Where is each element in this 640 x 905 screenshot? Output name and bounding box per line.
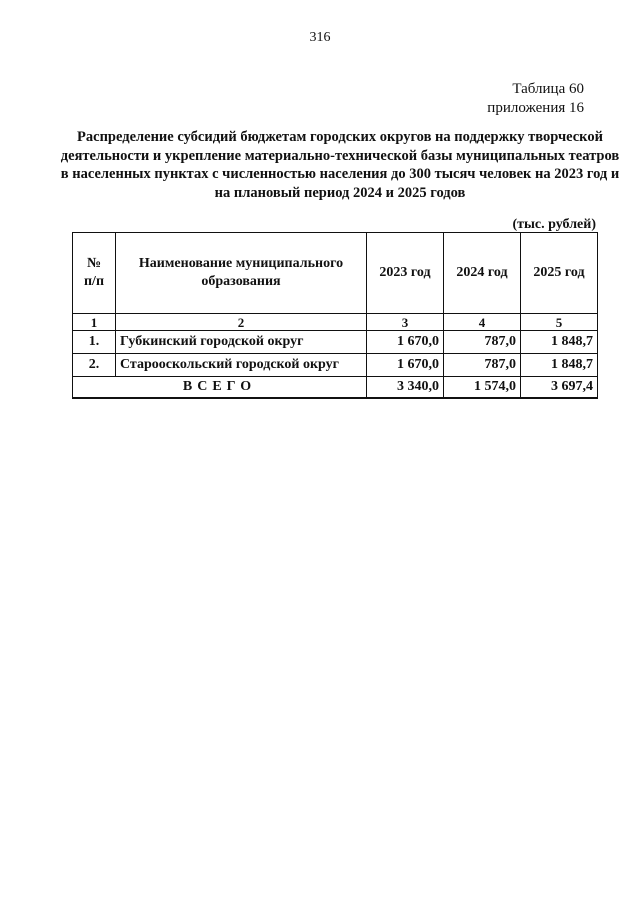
row-value-2023: 1 670,0 xyxy=(367,331,444,354)
header-name: Наименование муниципального образования xyxy=(116,233,367,314)
table-row xyxy=(73,354,598,377)
row-value-2025: 1 848,7 xyxy=(521,354,598,377)
column-number: 5 xyxy=(521,314,598,331)
column-number-row xyxy=(73,314,598,331)
header-number-line1: № xyxy=(86,256,102,271)
row-municipality: Старооскольский городской округ xyxy=(116,354,367,377)
column-number: 2 xyxy=(116,314,367,331)
total-value-2025: 3 697,4 xyxy=(521,377,598,399)
row-value-2024: 787,0 xyxy=(444,331,521,354)
table-reference xyxy=(487,80,584,118)
table-header-row xyxy=(73,233,598,314)
table-reference-number: Таблица 60 xyxy=(512,81,584,97)
header-2023: 2023 год xyxy=(367,233,444,314)
page-number: 316 xyxy=(309,30,331,45)
column-number: 1 xyxy=(73,314,116,331)
subsidy-table xyxy=(72,232,598,399)
row-municipality: Губкинский городской округ xyxy=(116,331,367,354)
row-number: 1. xyxy=(73,331,116,354)
row-value-2023: 1 670,0 xyxy=(367,354,444,377)
header-number xyxy=(73,233,116,314)
column-number: 3 xyxy=(367,314,444,331)
column-number: 4 xyxy=(444,314,521,331)
table-reference-appendix: приложения 16 xyxy=(487,100,584,116)
total-value-2024: 1 574,0 xyxy=(444,377,521,399)
header-2024: 2024 год xyxy=(444,233,521,314)
total-label: ВСЕГО xyxy=(73,377,367,399)
total-value-2023: 3 340,0 xyxy=(367,377,444,399)
total-row xyxy=(73,377,598,399)
header-2025: 2025 год xyxy=(521,233,598,314)
document-title: Распределение субсидий бюджетам городских округов на поддержку творческой деятельности и укрепление материально-технической базы муниципальных театров в населенных пунктах с численностью населения до 300 тысяч человек на 2023 год и на плановый период 2024 и 2025 годов xyxy=(60,129,620,201)
row-value-2024: 787,0 xyxy=(444,354,521,377)
units-label: (тыс. рублей) xyxy=(512,217,596,232)
row-value-2025: 1 848,7 xyxy=(521,331,598,354)
row-number: 2. xyxy=(73,354,116,377)
header-number-line2: п/п xyxy=(83,274,105,289)
table-row xyxy=(73,331,598,354)
